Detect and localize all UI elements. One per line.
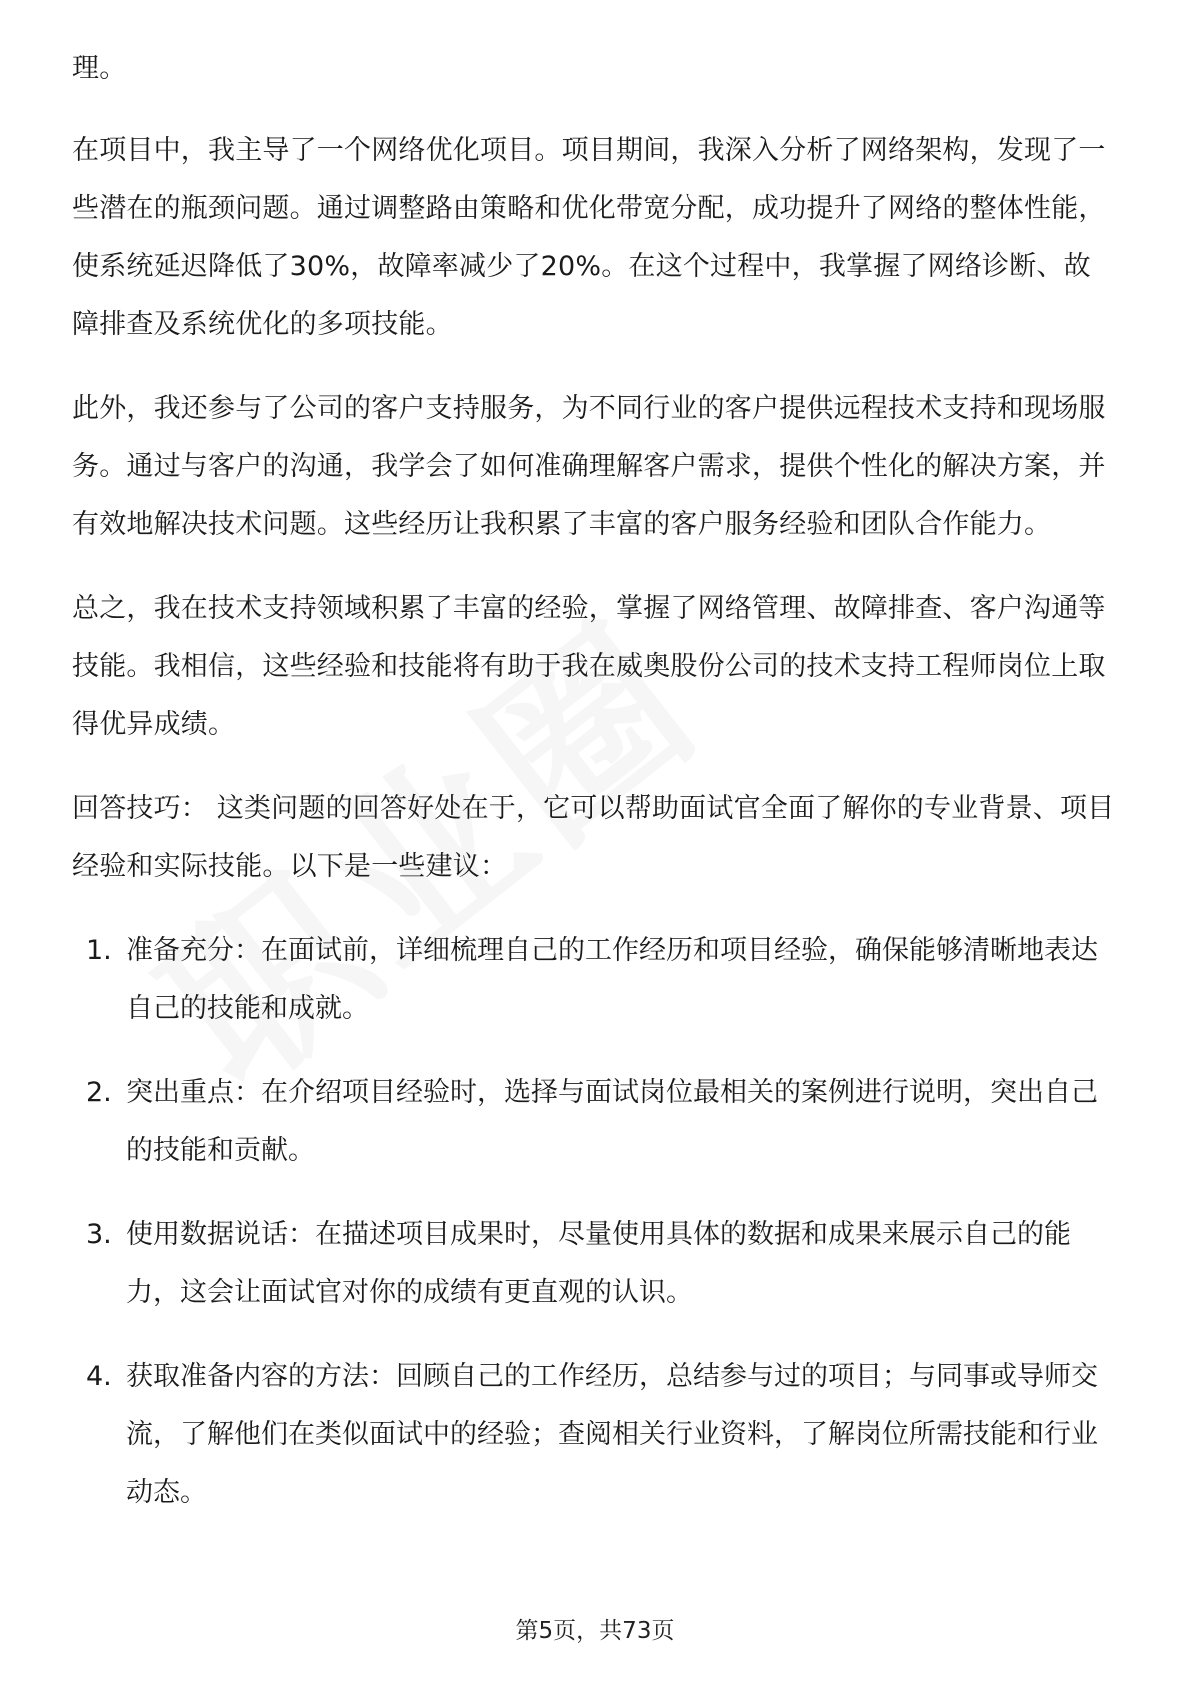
document-body	[72, 40, 1118, 1548]
list-item	[72, 1348, 1118, 1522]
paragraph-project: 在项目中，我主导了一个网络优化项目。项目期间，我深入分析了网络架构，发现了一些潜在的瓶颈问题。通过调整路由策略和优化带宽分配，成功提升了网络的整体性能，使系统延迟降低了30%，故障率减少了20%。在这个过程中，我掌握了网络诊断、故障排查及系统优化的多项技能。	[72, 135, 1106, 340]
page-footer: 第5页，共73页	[515, 1618, 675, 1644]
paragraph-summary: 总之，我在技术支持领域积累了丰富的经验，掌握了网络管理、故障排查、客户沟通等技能。我相信，这些经验和技能将有助于我在威奥股份公司的技术支持工程师岗位上取得优异成绩。	[72, 593, 1106, 740]
list-item	[72, 1206, 1118, 1322]
list-item-text: 获取准备内容的方法：回顾自己的工作经历，总结参与过的项目；与同事或导师交流，了解他们在类似面试中的经验；查阅相关行业资料，了解岗位所需技能和行业动态。	[126, 1361, 1098, 1508]
paragraph-customer-support: 此外，我还参与了公司的客户支持服务，为不同行业的客户提供远程技术支持和现场服务。通过与客户的沟通，我学会了如何准确理解客户需求，提供个性化的解决方案，并有效地解决技术问题。这些经历让我积累了丰富的客户服务经验和团队合作能力。	[72, 393, 1106, 540]
list-item-number: 2.	[86, 1077, 112, 1108]
list-item-number: 1.	[86, 935, 112, 966]
list-item-text: 使用数据说话：在描述项目成果时，尽量使用具体的数据和成果来展示自己的能力，这会让面试官对你的成绩有更直观的认识。	[126, 1219, 1071, 1308]
paragraph-continuation: 理。	[72, 53, 127, 84]
list-item	[72, 922, 1118, 1038]
list-item-text: 突出重点：在介绍项目经验时，选择与面试岗位最相关的案例进行说明，突出自己的技能和贡献。	[126, 1077, 1098, 1166]
tips-list	[72, 922, 1118, 1522]
list-item-number: 3.	[86, 1219, 112, 1250]
list-item	[72, 1064, 1118, 1180]
paragraph-answer-tips: 回答技巧： 这类问题的回答好处在于，它可以帮助面试官全面了解你的专业背景、项目经验和实际技能。以下是一些建议：	[72, 793, 1115, 882]
list-item-text: 准备充分：在面试前，详细梳理自己的工作经历和项目经验，确保能够清晰地表达自己的技能和成就。	[126, 935, 1098, 1024]
list-item-number: 4.	[86, 1361, 112, 1392]
